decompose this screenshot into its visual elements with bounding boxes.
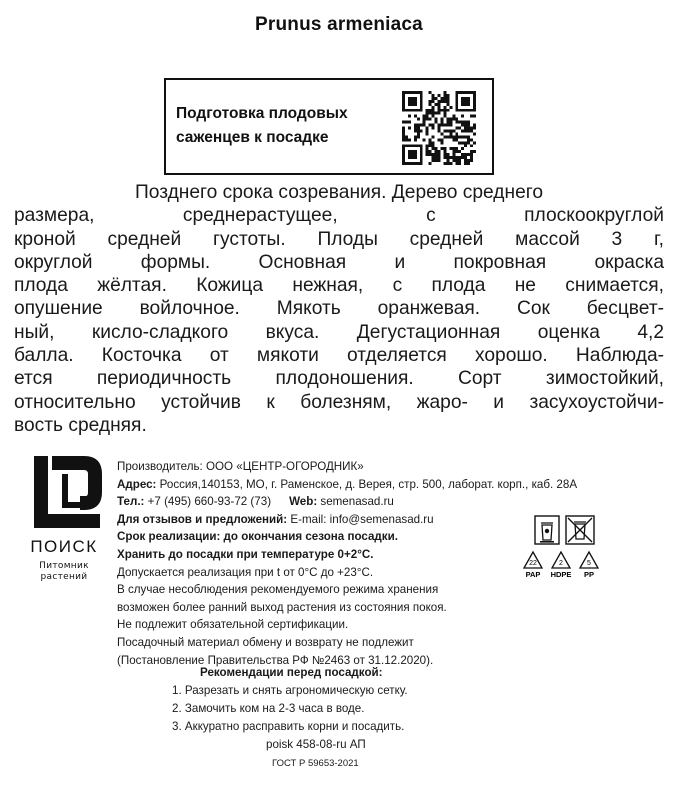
preparation-info-box [164,78,494,175]
description-line: ный, кисло-сладкого вкуса. Дегустационная оценка 4,2 [14,321,664,343]
recycle-marks [520,514,610,586]
warning-line: В случае несоблюдения рекомендуемого режима хранения [117,583,439,597]
tel-value[interactable]: +7 (495) 660-93-72 (73) [144,495,272,509]
feedback-line [117,511,577,529]
web-label: Web: [289,495,318,509]
description-line: размера, среднерастущее, с плоскоокруглой [14,205,664,227]
logo-brand-name: ПОИСК [30,537,98,556]
address-label: Адрес: [117,477,157,491]
product-title: Prunus armeniaca [255,14,423,35]
recycle-triangle-icon [580,552,598,579]
return-line: Посадочный материал обмену и возврату не подлежит [117,635,414,649]
recycle-label: PAP [525,570,541,579]
recycle-code: 5 [587,560,591,567]
feedback-label: Для отзывов и предложений: [117,512,288,526]
recycle-code: 22 [529,560,537,567]
gost-standard: ГОСТ Р 59653-2021 [272,758,359,769]
no-litter-icon [566,516,594,544]
recycle-label: HDPE [550,570,572,579]
storage-line: Хранить до посадки при температуре 0+2°С. [117,547,374,561]
poisk-logo-icon [22,452,106,532]
logo-subtitle-line1: Питомник [39,561,89,571]
recycle-triangle-icon [551,552,572,579]
return-line: (Постановление Правительства РФ №2463 от 31.12.2020). [117,653,434,667]
description-line: плода жёлтая. Кожица нежная, с плода не снимается, [14,275,664,297]
variety-description [14,181,664,437]
description-line: балла. Косточка от мякоти отделяется хорошо. Наблюда- [14,345,664,367]
recommendations-heading: Рекомендации перед посадкой: [200,666,383,679]
sale-term-line: Срок реализации: до окончания сезона посадки. [117,530,398,544]
recycle-triangle-icon [524,552,542,579]
logo-subtitle [18,561,110,583]
recommendation-step: 1. Разрезать и снять агрономическую сетку. [172,684,408,697]
preparation-label-line2: саженцев к посадке [176,129,329,146]
product-code: poisk 458-08-ru АП [266,738,366,751]
recycle-label: PP [583,570,595,579]
contacts-line [117,493,577,511]
recommendation-step: 3. Аккуратно расправить корни и посадить. [172,720,405,733]
feedback-email[interactable]: E-mail: info@semenasad.ru [287,512,434,526]
web-link[interactable]: semenasad.ru [317,495,394,509]
recommendation-step: 2. Замочить ком на 2-3 часа в воде. [172,702,365,715]
description-line: ется периодичность плодоношения. Сорт зимостойкий, [14,368,664,390]
description-line: вость средняя. [14,414,147,436]
preparation-label [176,102,396,150]
producer-line: Производитель: ООО «ЦЕНТР-ОГОРОДНИК» [117,460,364,473]
description-line: кроной средней густоты. Плоды средней массой 3 г, [14,228,664,250]
certification-line: Не подлежит обязательной сертификации. [117,618,349,632]
description-line: опушение войлочное. Мякоть оранжевая. Сок бесцвет- [14,298,664,320]
description-line: относительно устойчив к болезням, жаро- и засухоустойчи- [14,391,664,413]
address-value: Россия,140153, МО, г. Раменское, д. Верея, стр. 500, лаборат. корп., каб. 28А [156,477,578,491]
sale-temp-line: Допускается реализация при t от 0°С до +23°С. [117,565,374,579]
description-line: Позднего срока созревания. Дерево среднего [134,182,544,203]
preparation-label-line1: Подготовка плодовых [176,105,348,122]
producer-info [117,458,577,669]
recycle-code: 2 [559,560,563,567]
description-line: округлой формы. Основная и покровная окраска [14,251,664,273]
warning-line: возможен более ранний выход растения из состояния покоя. [117,600,447,614]
address-line [117,476,577,494]
qr-code-icon[interactable] [402,91,476,165]
logo-subtitle-line2: растений [40,572,88,582]
trash-bin-icon [535,516,559,544]
tel-label: Тел.: [117,495,145,509]
